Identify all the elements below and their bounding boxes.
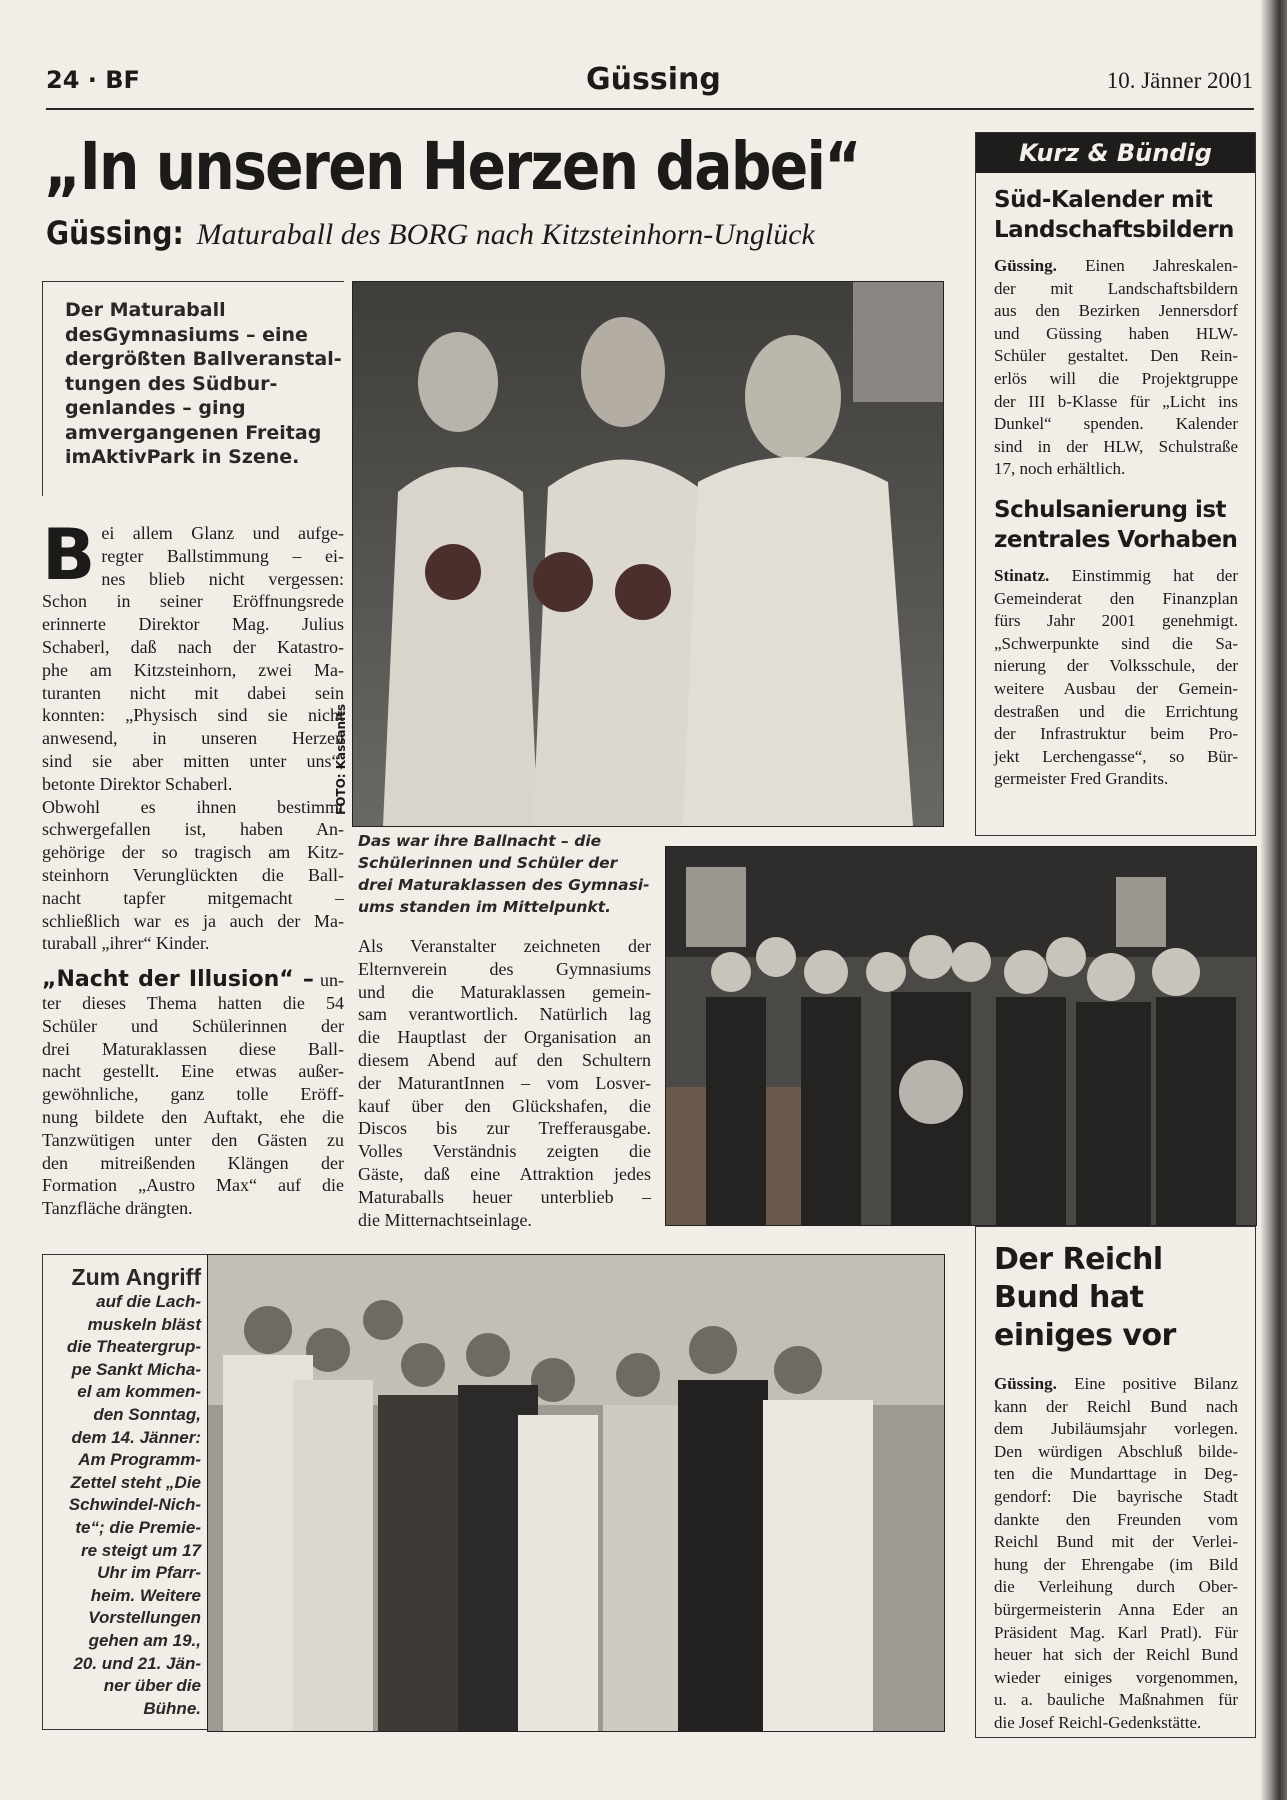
text-line: die Hauptlast der Organisation an bbox=[358, 1027, 651, 1048]
photo-caption bbox=[358, 830, 658, 918]
text-line: ner über die bbox=[103, 1676, 201, 1696]
text-line: die Theatergrup- bbox=[66, 1337, 201, 1357]
text-line: schließlich war es ja auch der Ma- bbox=[42, 910, 344, 931]
text-line: nung bildete den Auftakt, ehe die bbox=[42, 1106, 344, 1127]
text-line: fürs Jahr 2001 genehmigt. bbox=[994, 611, 1238, 631]
theater-photo-box bbox=[42, 1254, 943, 1730]
news-text bbox=[994, 255, 1238, 481]
text-line: diesem Abend auf den Schultern bbox=[358, 1049, 651, 1070]
text-line: Schwindel-Nich- bbox=[68, 1495, 201, 1515]
text-line: genlandes – ging am bbox=[65, 397, 246, 444]
text-line: konnten: „Physisch sind sie nicht bbox=[42, 705, 344, 726]
text-line: Bühne. bbox=[143, 1698, 201, 1718]
text-line: nacht gestellt. Eine etwas außer- bbox=[42, 1061, 344, 1082]
text-line: und die Maturaklassen gemein- bbox=[358, 981, 651, 1002]
text-line: Schon in seiner Eröffnungsrede bbox=[42, 591, 344, 612]
body-text-2 bbox=[42, 992, 344, 1220]
text-line: Reichl Bund mit der Verlei- bbox=[994, 1532, 1238, 1552]
angriff-caption bbox=[51, 1263, 201, 1720]
text-line: Am Programm- bbox=[78, 1450, 201, 1470]
text-line: Gemeinderat den Finanzplan bbox=[994, 588, 1238, 608]
section-title: Güssing bbox=[586, 62, 721, 97]
text-line: schwergefallen ist, haben An- bbox=[42, 819, 344, 840]
text-line: Gymnasiums – eine der bbox=[65, 323, 308, 370]
dateline: Güssing. bbox=[994, 256, 1086, 275]
text-line: Präsident Mag. Karl Pratl). Für bbox=[994, 1622, 1238, 1642]
text-line: der Infrastruktur beim Pro- bbox=[994, 724, 1238, 744]
text-line: Obwohl es ihnen bestimmt bbox=[42, 796, 344, 817]
photo-three-graduates bbox=[353, 282, 943, 826]
text-line: Maturaballs heuer unterblieb – bbox=[358, 1186, 651, 1207]
text-line: Schüler gestaltet. Den Rein- bbox=[994, 346, 1238, 366]
text-line: sind in der HLW, Schulstraße bbox=[994, 436, 1238, 456]
news-heading: Schulsanierung ist zentrales Vorhaben bbox=[994, 496, 1238, 553]
text-line: Tanzfläche drängten. bbox=[42, 1198, 193, 1219]
text-line: Tanzwütigen unter den Gästen zu bbox=[42, 1129, 344, 1150]
text-line: u. a. bauliche Maßnahmen für bbox=[994, 1690, 1238, 1710]
news-heading: Süd-Kalender mit Landschaftsbildern bbox=[994, 187, 1234, 243]
text-line: Güssing. Einen Jahreskalen- bbox=[994, 256, 1238, 275]
reichl-text bbox=[994, 1373, 1238, 1735]
text-line: den mitreißenden Klängen der bbox=[42, 1152, 344, 1173]
text-line: steinhorn Verunglückten die Ball- bbox=[42, 864, 344, 885]
text-line: gehörige der so tragisch am Kitz- bbox=[42, 842, 344, 863]
text-line: 20. und 21. Jän- bbox=[73, 1653, 201, 1673]
news-item-kalender bbox=[994, 255, 1238, 481]
text-line: der III b-Klasse für „Licht ins bbox=[994, 391, 1238, 411]
dateline: Stinatz. bbox=[994, 565, 1072, 585]
text-line: Uhr im Pfarr- bbox=[97, 1563, 201, 1583]
angriff-title: Zum Angriff bbox=[71, 1264, 201, 1290]
text-line: kauf über den Glückshafen, die bbox=[358, 1095, 651, 1116]
page-number: 24 · BF bbox=[46, 66, 140, 94]
text-line: erinnerte Direktor Mag. Julius bbox=[42, 614, 344, 635]
text-line: aus den Bezirken Jennersdorf bbox=[994, 301, 1238, 321]
text-line: vergangenen Freitag im bbox=[65, 421, 322, 468]
photo-maturantinnen bbox=[352, 281, 944, 827]
text-line: kann der Reichl Bund nach bbox=[994, 1396, 1238, 1416]
text-line: destraßen und die Errichtung bbox=[994, 701, 1238, 721]
text-line: betonte Direktor Schaberl. bbox=[42, 773, 233, 794]
news-text bbox=[994, 565, 1238, 791]
text-line: Schaberl, daß nach der Katastro- bbox=[42, 636, 344, 657]
text-line: phe am Kitzsteinhorn, zwei Ma- bbox=[42, 659, 344, 680]
text-line: turaball „ihrer“ Kinder. bbox=[42, 933, 210, 954]
intertitle: „Nacht der Illusion“ – bbox=[42, 967, 314, 993]
lead-box bbox=[42, 281, 344, 496]
text-line: gehen am 19., bbox=[88, 1630, 201, 1650]
text-line: Das war ihre Ballnacht – die bbox=[358, 832, 602, 850]
text-line: el am kommen- bbox=[77, 1382, 201, 1402]
sub-text: Maturaball des BORG nach Kitzsteinhorn-Unglück bbox=[196, 218, 815, 251]
intertitle-paragraph bbox=[42, 969, 344, 1220]
drop-cap: B bbox=[42, 514, 96, 596]
text-line: tungen des Südbur- bbox=[65, 372, 278, 395]
issue-date: 10. Jänner 2001 bbox=[1106, 68, 1253, 93]
text-line: die Josef Reichl-Gedenkstätte. bbox=[994, 1712, 1202, 1732]
text-line: bürgermeisterin Anna Eder an bbox=[994, 1599, 1238, 1619]
text-line: größten Ballveranstal- bbox=[100, 348, 342, 370]
text-line: gewöhnliche, ganz tolle Eröff- bbox=[42, 1084, 344, 1105]
intertitle-rest: un- bbox=[320, 970, 345, 991]
text-line: muskeln bläst bbox=[87, 1314, 201, 1334]
text-line: ums standen im Mittelpunkt. bbox=[358, 898, 611, 916]
photo-theater-group bbox=[208, 1255, 944, 1731]
text-line: nes blieb nicht vergessen: bbox=[101, 568, 344, 589]
text-line: regter Ballstimmung – ei- bbox=[101, 545, 344, 566]
text-line: jekt Lerchengasse“, so Bür- bbox=[994, 746, 1238, 766]
text-line: Zettel steht „Die bbox=[70, 1472, 201, 1492]
text-line: Den würdigen Abschluß bilde- bbox=[994, 1441, 1238, 1461]
text-line: „Schwerpunkte sind die Sa- bbox=[994, 633, 1238, 653]
text-line: Gäste, daß eine Attraktion jedes bbox=[358, 1163, 651, 1184]
text-line: turanten nicht mit dabei sein bbox=[42, 682, 344, 703]
photo-group-award bbox=[666, 847, 1256, 1225]
text-line: auf die Lach- bbox=[96, 1292, 201, 1311]
text-line: Güssing. Eine positive Bilanz bbox=[994, 1374, 1238, 1393]
text-line: ei allem Glanz und aufge- bbox=[101, 523, 344, 543]
header-rule bbox=[46, 108, 1254, 110]
text-line: den Sonntag, bbox=[93, 1404, 201, 1424]
text-line: sind sie aber mitten unter uns“, bbox=[42, 750, 344, 771]
text-line: hung der Ehrengabe (im Bild bbox=[994, 1554, 1238, 1574]
text-line: Stinatz. Einstimmig hat der bbox=[994, 565, 1238, 585]
body-column-2 bbox=[358, 935, 651, 1231]
text-line: pe Sankt Micha- bbox=[71, 1359, 201, 1379]
kurz-buendig-box bbox=[975, 132, 1256, 836]
text-line: dem Jubiläumsjahr vorlegen. bbox=[994, 1419, 1238, 1439]
reichl-bund-box bbox=[975, 1226, 1256, 1738]
lead-text bbox=[65, 298, 344, 470]
text-line: ten die Mundarttage in Deg- bbox=[994, 1464, 1238, 1484]
text-line: weitere Ausbau der Gemein- bbox=[994, 678, 1238, 698]
sub-place: Güssing: bbox=[46, 214, 184, 252]
text-line: dem 14. Jänner: bbox=[71, 1427, 201, 1447]
text-line: nierung der Volksschule, der bbox=[994, 656, 1238, 676]
kurz-buendig-title: Kurz & Bündig bbox=[976, 133, 1255, 173]
text-line: und Güssing haben HLW- bbox=[994, 323, 1238, 343]
text-line: dankte den Freunden vom bbox=[994, 1509, 1238, 1529]
text-line: germeister Fred Grandits. bbox=[994, 769, 1169, 789]
headline: „In unseren Herzen dabei“ bbox=[44, 128, 860, 205]
text-line: Schülerinnen und Schüler der bbox=[358, 854, 618, 872]
text-line: anwesend, in unseren Herzen bbox=[42, 728, 344, 749]
text-line: der MaturantInnen – vom Losver- bbox=[358, 1072, 651, 1093]
text-line: der mit Landschaftsbildern bbox=[994, 278, 1238, 298]
text-line: te“; die Premie- bbox=[75, 1517, 201, 1537]
photo-reichl-bund bbox=[665, 846, 1257, 1226]
reichl-heading: Der Reichl Bund hat einiges vor bbox=[994, 1242, 1176, 1353]
text-line: nacht tapfer mitgemacht – bbox=[42, 887, 344, 908]
text-line: heim. Weitere bbox=[90, 1585, 201, 1605]
text-line: die Verleihung durch Ober- bbox=[994, 1577, 1238, 1597]
body-text-3 bbox=[358, 935, 651, 1231]
text-line: re steigt um 17 bbox=[81, 1540, 201, 1560]
photo-theatergruppe bbox=[207, 1254, 945, 1732]
text-line: Formation „Austro Max“ auf die bbox=[42, 1175, 344, 1196]
text-line: erlös will die Projektgruppe bbox=[994, 368, 1238, 388]
text-line: Als Veranstalter zeichneten der bbox=[358, 936, 651, 956]
text-line: sam verantwortlich. Natürlich lag bbox=[358, 1004, 651, 1025]
text-line: gendorf: Die bayrische Stadt bbox=[994, 1486, 1238, 1506]
text-line: Vorstellungen bbox=[88, 1608, 201, 1628]
reichl-article bbox=[994, 1373, 1238, 1735]
text-line: 17, noch erhältlich. bbox=[994, 459, 1126, 479]
text-line: Schüler und Schülerinnen der bbox=[42, 1015, 344, 1036]
text-line: Elternverein des Gymnasiums bbox=[358, 958, 651, 979]
subheadline bbox=[46, 214, 815, 252]
text-line: heuer hat sich der Reichl Bund bbox=[994, 1645, 1238, 1665]
text-line: Der Maturaball des bbox=[65, 299, 226, 346]
text-line: Volles Verständnis zeigten die bbox=[358, 1141, 651, 1162]
text-line: die Mitternachtseinlage. bbox=[358, 1209, 532, 1230]
text-line: AktivPark in Szene. bbox=[91, 446, 300, 468]
text-line: Dunkel“ spenden. Kalender bbox=[994, 414, 1238, 434]
text-line: Discos bis zur Trefferausgabe. bbox=[358, 1118, 651, 1139]
news-item-schulsanierung bbox=[994, 565, 1238, 791]
body-column-1 bbox=[42, 514, 345, 1220]
text-line: ter dieses Thema hatten die 54 bbox=[42, 992, 344, 1013]
text-line: drei Maturaklassen des Gymnasi- bbox=[358, 876, 650, 894]
angriff-text bbox=[51, 1291, 201, 1720]
photo-credit: FOTO: Kassanits bbox=[334, 703, 348, 815]
dateline: Güssing. bbox=[994, 1374, 1075, 1393]
text-line: drei Maturaklassen diese Ball- bbox=[42, 1038, 344, 1059]
text-line: wieder einiges vorgenommen, bbox=[994, 1667, 1238, 1687]
page-gutter-shadow bbox=[1261, 0, 1287, 1800]
caption-text bbox=[358, 830, 658, 918]
